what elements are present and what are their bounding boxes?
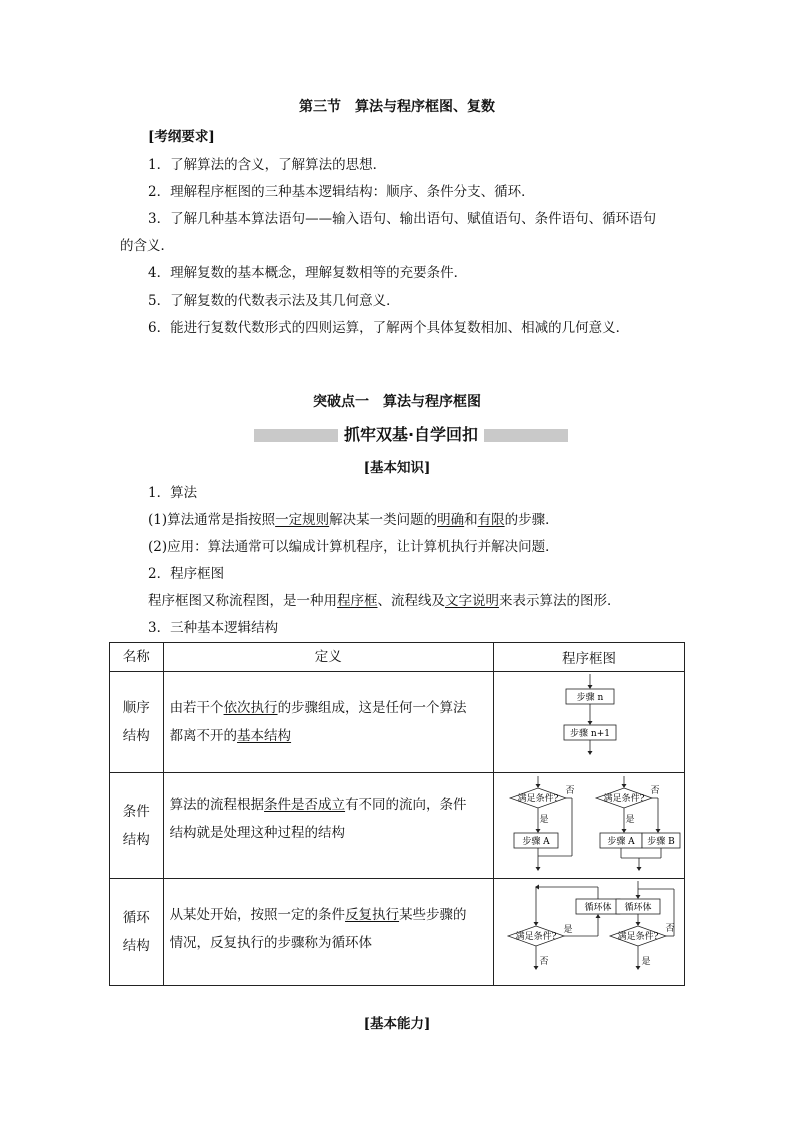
table-header: 定义	[163, 643, 493, 672]
structure-name	[110, 879, 164, 986]
text: 情况，反复执行的步骤称为	[169, 935, 332, 951]
text: 某些步骤的	[399, 907, 467, 923]
name-line: 循环	[122, 910, 150, 926]
flowchart-cell	[493, 879, 684, 986]
algorithm-application: (2)应用：算法通常可以编成计算机程序，让计算机执行并解决问题．	[148, 539, 559, 555]
basic-ability-heading: [基本能力]	[363, 1016, 431, 1032]
banner-text: 抓牢双基·自学回扣	[338, 425, 484, 444]
heading-algorithm: 1．算法	[148, 485, 198, 501]
flowchart-cell	[493, 773, 684, 879]
decision-label: 满足条件?	[617, 932, 659, 942]
text: 从某处开始，按照一定的条件	[169, 907, 346, 923]
underlined-term: 一定规则	[275, 512, 330, 528]
yes-label: 是	[539, 814, 549, 825]
name-line: 条件	[122, 803, 150, 820]
text: 结构就是处理这种过程的结构	[169, 825, 346, 841]
underlined-term: 文字说明	[445, 593, 499, 609]
section-banner	[254, 424, 568, 446]
step-label: 步骤 n	[576, 693, 604, 703]
text: 的步骤．	[504, 512, 559, 528]
no-label: 否	[665, 924, 675, 934]
underlined-term: 反复执行	[345, 907, 400, 923]
step-label: 步骤 B	[647, 836, 675, 847]
page-title: 第三节 算法与程序框图、复数	[299, 99, 495, 115]
text: 的步骤组成，这是任何一个算法	[277, 700, 467, 716]
text: 循环体	[331, 935, 373, 951]
underlined-term: 依次执行	[223, 700, 278, 716]
table-header: 程序框图	[493, 643, 684, 672]
loop-body-label: 循环体	[584, 903, 612, 913]
no-label: 否	[650, 785, 660, 796]
loop-body-label: 循环体	[624, 903, 652, 913]
structure-definition	[163, 672, 493, 773]
table-row	[110, 879, 685, 986]
yes-label: 是	[641, 957, 651, 967]
flowchart-cell	[493, 672, 684, 773]
table-row	[110, 773, 685, 879]
outline-item-6: 6．能进行复数代数形式的四则运算，了解两个具体复数相加、相减的几何意义．	[148, 320, 630, 336]
no-label: 否	[565, 785, 575, 796]
heading-flowchart: 2．程序框图	[148, 566, 225, 582]
name-line: 顺序	[122, 700, 150, 716]
section-title: 突破点一 算法与程序框图	[313, 394, 481, 410]
text: 程序框图又称流程图，是一种用	[148, 593, 337, 609]
outline-item-5: 5．了解复数的代数表示法及其几何意义．	[148, 293, 400, 309]
text: (1)算法通常是指按照	[148, 512, 276, 528]
text: 来表示算法的图形．	[499, 593, 621, 609]
structure-name	[110, 672, 164, 773]
outline-heading: [考纲要求]	[148, 129, 215, 145]
no-label: 否	[539, 957, 549, 967]
underlined-term: 程序框	[337, 593, 378, 609]
flowchart-definition	[148, 589, 621, 609]
basic-knowledge-heading: [基本知识]	[363, 460, 431, 476]
underlined-term: 基本结构	[237, 728, 292, 744]
name-line: 结构	[122, 728, 150, 744]
underlined-term: 有限	[477, 512, 505, 528]
structures-table	[109, 642, 685, 986]
outline-item-3: 3．了解几种基本算法语句——输入语句、输出语句、赋值语句、条件语句、循环语句	[148, 211, 657, 227]
structure-definition	[163, 879, 493, 986]
underlined-term: 条件是否成立	[264, 797, 346, 813]
step-label: 步骤 n+1	[570, 729, 610, 739]
underlined-term: 明确	[437, 512, 465, 528]
condition-flowchart	[494, 774, 684, 874]
text: 和	[464, 512, 478, 528]
yes-label: 是	[625, 814, 635, 825]
table-header-row	[110, 643, 685, 672]
loop-flowchart	[494, 879, 684, 981]
decision-label: 满足条件?	[603, 793, 645, 804]
text: 有不同的流向，条件	[345, 797, 467, 813]
outline-item-3-cont: 的含义．	[120, 238, 174, 254]
algorithm-definition	[148, 508, 559, 528]
text: 解决某一类问题的	[329, 512, 438, 528]
yes-label: 是	[563, 925, 573, 935]
text: 由若干个	[169, 700, 224, 716]
decision-label: 满足条件?	[515, 932, 557, 942]
name-line: 结构	[122, 938, 150, 954]
outline-item-4: 4．理解复数的基本概念，理解复数相等的充要条件．	[148, 265, 468, 281]
table-header: 名称	[110, 643, 164, 672]
text: 都离不开的	[169, 728, 238, 744]
table-row	[110, 672, 685, 773]
structure-name	[110, 773, 164, 879]
decision-label: 满足条件?	[517, 793, 559, 804]
step-label: 步骤 A	[607, 836, 635, 847]
outline-item-1: 1．了解算法的含义，了解算法的思想．	[148, 157, 387, 173]
name-line: 结构	[122, 831, 150, 848]
text: 、流程线及	[377, 593, 445, 609]
step-label: 步骤 A	[522, 836, 550, 847]
sequence-flowchart	[494, 672, 684, 768]
heading-three-structures: 3．三种基本逻辑结构	[148, 620, 279, 636]
structure-definition	[163, 773, 493, 879]
outline-item-2: 2．理解程序框图的三种基本逻辑结构：顺序、条件分支、循环．	[148, 184, 535, 200]
text: 算法的流程根据	[169, 797, 265, 813]
